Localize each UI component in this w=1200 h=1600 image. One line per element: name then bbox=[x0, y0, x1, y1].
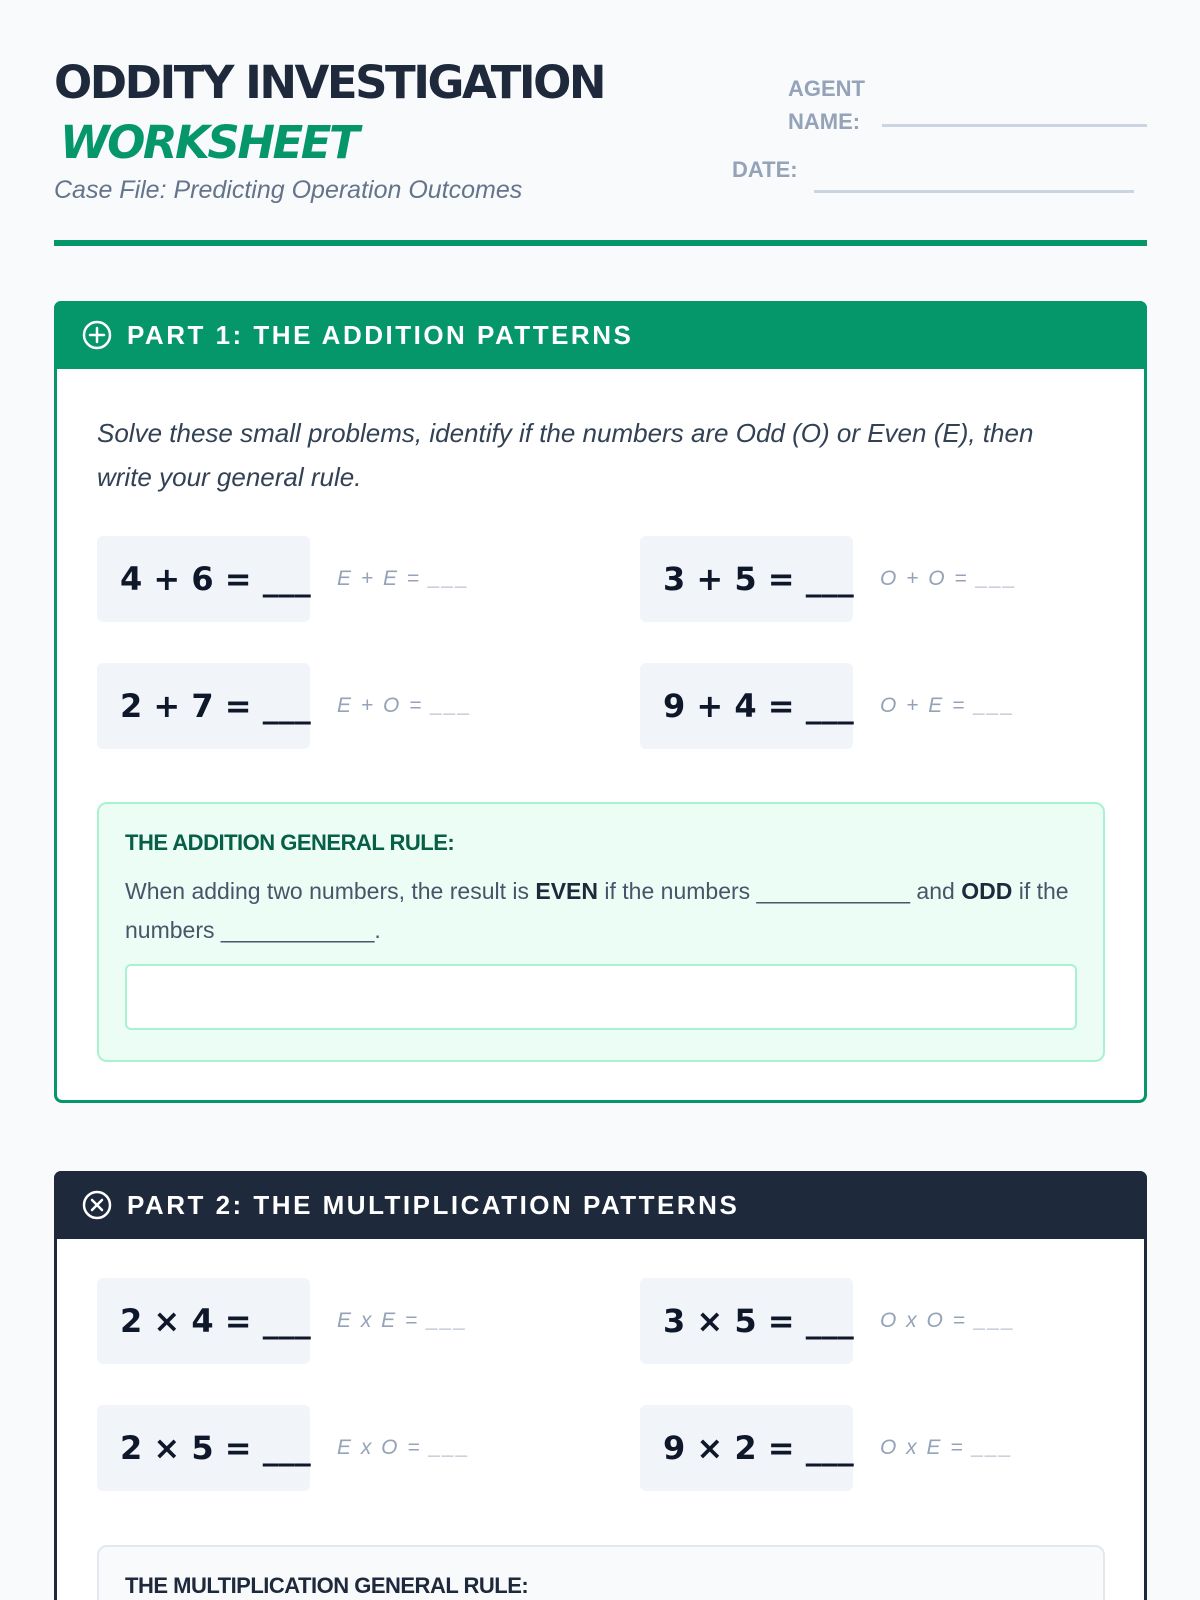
subtitle: Case File: Predicting Operation Outcomes bbox=[54, 176, 523, 204]
pattern-6[interactable]: O x O = ___ bbox=[880, 1309, 1016, 1332]
multiplication-rule-box bbox=[97, 1545, 1105, 1600]
pattern-2[interactable]: O + O = ___ bbox=[880, 567, 1018, 590]
header-divider bbox=[54, 240, 1147, 246]
problem-1[interactable]: 4 + 6 = ___ bbox=[97, 536, 310, 622]
worksheet-header bbox=[54, 50, 1147, 246]
part-2-header bbox=[54, 1171, 1147, 1239]
pattern-1[interactable]: E + E = ___ bbox=[337, 567, 470, 590]
multiplication-rule-title: THE MULTIPLICATION GENERAL RULE: bbox=[125, 1573, 529, 1598]
problem-7[interactable]: 2 × 5 = ___ bbox=[97, 1405, 310, 1491]
problem-4[interactable]: 9 + 4 = ___ bbox=[640, 663, 853, 749]
addition-rule-answer-field[interactable] bbox=[125, 964, 1077, 1030]
pattern-5[interactable]: E x E = ___ bbox=[337, 1309, 469, 1332]
pattern-3[interactable]: E + O = ___ bbox=[337, 694, 473, 717]
problem-5[interactable]: 2 × 4 = ___ bbox=[97, 1278, 310, 1364]
date-field[interactable] bbox=[814, 190, 1134, 193]
part-1-instructions: Solve these small problems, identify if the numbers are Odd (O) or Even (E), then write your general rule. bbox=[97, 418, 1034, 492]
problem-8[interactable]: 9 × 2 = ___ bbox=[640, 1405, 853, 1491]
plus-circle-icon bbox=[81, 319, 113, 351]
pattern-7[interactable]: E x O = ___ bbox=[337, 1436, 471, 1459]
times-circle-icon bbox=[81, 1189, 113, 1221]
part-1-header bbox=[54, 301, 1147, 369]
addition-rule-text: When adding two numbers, the result is EVEN if the numbers ____________ and ODD if the numbers ____________. bbox=[125, 878, 1069, 943]
problem-2[interactable]: 3 + 5 = ___ bbox=[640, 536, 853, 622]
part-1-card bbox=[54, 301, 1147, 1103]
pattern-8[interactable]: O x E = ___ bbox=[880, 1436, 1014, 1459]
date-label: DATE: bbox=[732, 157, 798, 182]
title-line-2: WORKSHEET bbox=[60, 116, 358, 169]
title-line-1: ODDITY INVESTIGATION bbox=[54, 56, 605, 109]
part-1-title: PART 1: THE ADDITION PATTERNS bbox=[127, 319, 634, 350]
problem-6[interactable]: 3 × 5 = ___ bbox=[640, 1278, 853, 1364]
part-2-title: PART 2: THE MULTIPLICATION PATTERNS bbox=[127, 1189, 740, 1220]
part-2-card bbox=[54, 1171, 1147, 1600]
problem-3[interactable]: 2 + 7 = ___ bbox=[97, 663, 310, 749]
pattern-4[interactable]: O + E = ___ bbox=[880, 694, 1016, 717]
addition-rule-title: THE ADDITION GENERAL RULE: bbox=[125, 830, 455, 855]
agent-name-field[interactable] bbox=[882, 124, 1147, 127]
addition-rule-box bbox=[97, 802, 1105, 1062]
agent-name-label: AGENT NAME: bbox=[788, 76, 865, 134]
